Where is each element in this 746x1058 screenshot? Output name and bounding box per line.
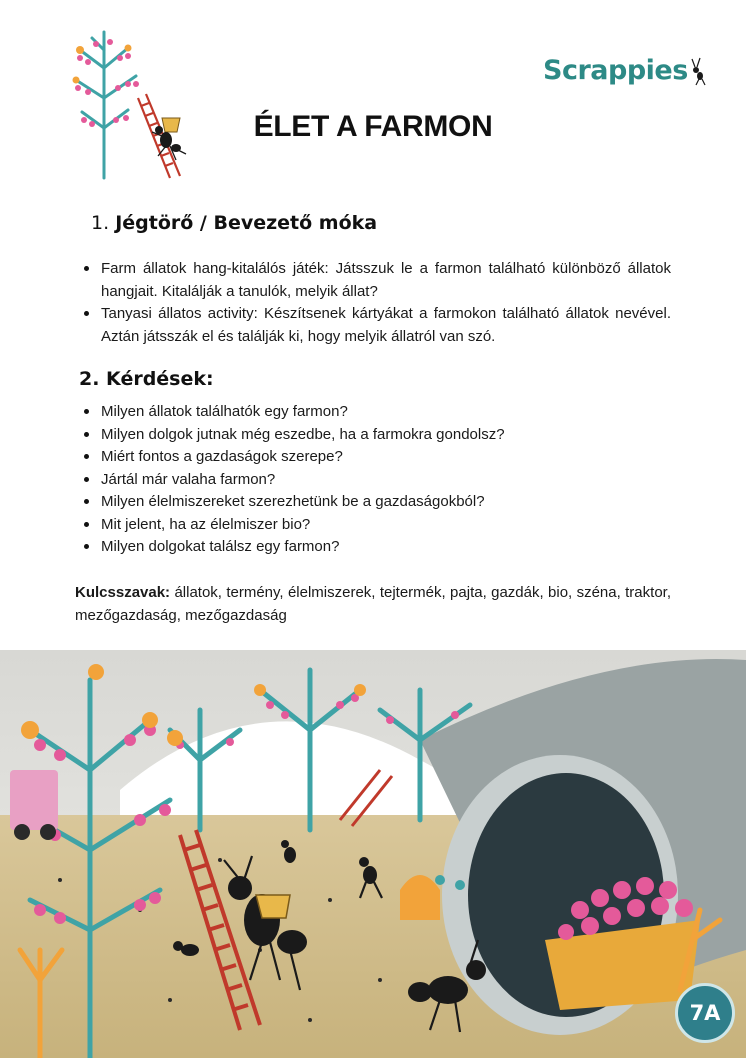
list-item: Miért fontos a gazdaságok szerepe?	[81, 446, 671, 469]
list-item: Jártál már valaha farmon?	[81, 469, 671, 492]
list-item: Farm állatok hang-kitalálós játék: Játsszuk le a farmon található különböző állatok hangjait. Kitalálják a tanulók, melyik állat?	[81, 258, 671, 303]
section-1-heading	[91, 212, 377, 234]
ant-logo-icon	[688, 56, 710, 86]
keywords-label: Kulcsszavak:	[75, 584, 171, 601]
section-2-heading: 2. Kérdések:	[79, 368, 214, 390]
list-item: Milyen állatok találhatók egy farmon?	[81, 401, 671, 424]
list-item: Mit jelent, ha az élelmiszer bio?	[81, 514, 671, 537]
page-badge: 7A	[675, 983, 735, 1043]
list-item: Milyen dolgokat találsz egy farmon?	[81, 536, 671, 559]
brand-name: Scrappies	[543, 55, 688, 86]
list-item: Milyen dolgok jutnak még eszedbe, ha a farmokra gondolsz?	[81, 424, 671, 447]
section-1-number: 1.	[91, 212, 110, 234]
list-item: Tanyasi állatos activity: Készítsenek kártyákat a farmokon található állatok nevével. Aztán játsszák el és találják ki, hogy melyik állatról van szó.	[81, 303, 671, 348]
page-title: ÉLET A FARMON	[253, 110, 493, 143]
keywords-paragraph	[75, 581, 671, 627]
questions-list	[81, 401, 671, 559]
farm-ants-illustration	[0, 650, 746, 1058]
tree-ladder-ant-illustration	[66, 28, 190, 186]
section-1-title: Jégtörő / Bevezető móka	[115, 212, 378, 234]
icebreaker-list	[81, 258, 671, 348]
scrappies-logo	[543, 54, 708, 90]
list-item: Milyen élelmiszereket szerezhetünk be a gazdaságokból?	[81, 491, 671, 514]
keywords-text: állatok, termény, élelmiszerek, tejtermék, pajta, gazdák, bio, széna, traktor, mezőgazdaság, mezőgazdaság	[75, 584, 671, 624]
